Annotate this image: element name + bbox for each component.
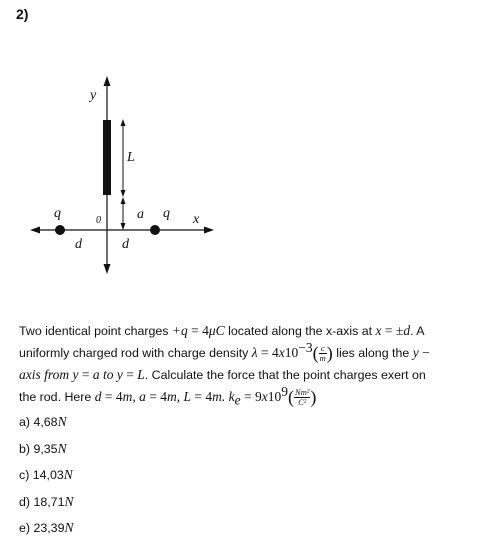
math-base: 10 bbox=[284, 345, 299, 360]
rod-length-arrow-up bbox=[121, 119, 126, 126]
gap-arrow-down bbox=[121, 223, 126, 230]
option-label: a) 4,68 bbox=[19, 415, 58, 429]
option-b[interactable] bbox=[19, 436, 73, 463]
math-L: L bbox=[137, 367, 145, 383]
option-unit: N bbox=[57, 440, 67, 456]
fraction-numerator: Nm² bbox=[295, 387, 310, 398]
option-label: c) 14,03 bbox=[19, 468, 64, 482]
paren-close: ) bbox=[310, 387, 317, 408]
unit-fraction bbox=[294, 388, 310, 407]
math-text: m, a bbox=[122, 389, 146, 405]
option-unit: N bbox=[64, 493, 74, 509]
text-span: . A bbox=[410, 324, 425, 338]
distance-right-label: d bbox=[122, 237, 129, 252]
math-value: = 9 bbox=[240, 389, 262, 405]
x-axis-arrow-left bbox=[30, 227, 40, 234]
option-c[interactable] bbox=[19, 462, 73, 489]
math-y: y bbox=[412, 345, 419, 360]
math-text: axis from y bbox=[19, 367, 79, 383]
question-number: 2) bbox=[16, 6, 29, 22]
text-span: lies along the bbox=[332, 346, 413, 360]
gap-arrow-up bbox=[121, 197, 126, 204]
math-exponent: −3 bbox=[298, 339, 313, 355]
rod-length-label: L bbox=[127, 150, 135, 165]
math-plusminus: = ± bbox=[381, 323, 404, 338]
y-axis-label: y bbox=[90, 88, 97, 103]
problem-line-4 bbox=[19, 386, 481, 408]
option-e[interactable] bbox=[19, 515, 73, 542]
fraction-numerator: c bbox=[319, 344, 327, 354]
option-d[interactable] bbox=[19, 489, 73, 516]
math-equals: = bbox=[78, 367, 93, 383]
paren-open: ( bbox=[312, 343, 319, 364]
charged-rod bbox=[103, 120, 111, 195]
math-text: m, L bbox=[167, 389, 192, 405]
problem-statement bbox=[19, 320, 481, 408]
text-span: . Calculate the force that the point charges exert on bbox=[144, 368, 426, 383]
option-unit: N bbox=[64, 520, 74, 535]
math-minus: − bbox=[418, 345, 430, 360]
math-value: = 4 bbox=[191, 389, 213, 405]
option-label: e) 23,39 bbox=[19, 521, 65, 535]
paren-close: ) bbox=[326, 343, 333, 364]
math-value: = 4 bbox=[257, 345, 279, 360]
option-a[interactable] bbox=[19, 409, 73, 436]
distance-left-label: d bbox=[75, 237, 82, 252]
problem-line-1 bbox=[19, 320, 481, 342]
charge-left bbox=[55, 225, 65, 235]
math-times: x bbox=[261, 389, 268, 405]
math-text: m. k bbox=[212, 389, 235, 405]
math-times: x bbox=[278, 345, 285, 360]
y-axis-arrow-up bbox=[104, 76, 111, 86]
option-label: d) 18,71 bbox=[19, 494, 65, 509]
option-unit: N bbox=[63, 467, 73, 482]
problem-line-3 bbox=[19, 364, 481, 386]
charge-left-label: q bbox=[54, 206, 61, 221]
math-text: a to y bbox=[92, 367, 123, 383]
fraction-denominator: C² bbox=[298, 397, 307, 408]
x-axis-arrow-right bbox=[204, 227, 214, 234]
math-d: d bbox=[94, 389, 102, 405]
charge-right bbox=[150, 225, 160, 235]
math-d: d bbox=[403, 323, 411, 338]
math-base: 10 bbox=[267, 389, 282, 405]
math-exponent: 9 bbox=[281, 384, 289, 400]
fraction-denominator: m bbox=[319, 353, 326, 364]
problem-line-2 bbox=[19, 339, 481, 364]
option-unit: N bbox=[57, 414, 67, 429]
paren-open: ( bbox=[288, 387, 295, 408]
math-value: = 4 bbox=[187, 323, 209, 338]
rod-length-arrow-down bbox=[121, 190, 126, 197]
gap-label: a bbox=[137, 207, 144, 222]
math-subscript: e bbox=[234, 392, 241, 408]
unit-fraction bbox=[319, 344, 327, 363]
text-span: Two identical point charges bbox=[19, 324, 172, 338]
charge-right-label: q bbox=[163, 206, 170, 221]
math-value: = 4 bbox=[145, 389, 168, 405]
math-x: x bbox=[375, 323, 382, 338]
math-charge: +q bbox=[171, 323, 188, 338]
math-equals: = bbox=[122, 367, 138, 383]
y-axis-arrow-down bbox=[104, 264, 111, 274]
text-span: uniformly charged rod with charge density bbox=[19, 346, 252, 360]
text-span: the rod. Here bbox=[19, 390, 95, 405]
math-value: = 4 bbox=[101, 389, 123, 405]
text-span: located along the x-axis at bbox=[224, 324, 376, 338]
origin-label: 0 bbox=[96, 215, 101, 226]
math-lambda: λ bbox=[251, 345, 258, 360]
x-axis-label: x bbox=[193, 212, 200, 227]
math-unit: μC bbox=[208, 323, 225, 338]
option-label: b) 9,35 bbox=[19, 441, 58, 456]
answer-options bbox=[19, 409, 73, 542]
